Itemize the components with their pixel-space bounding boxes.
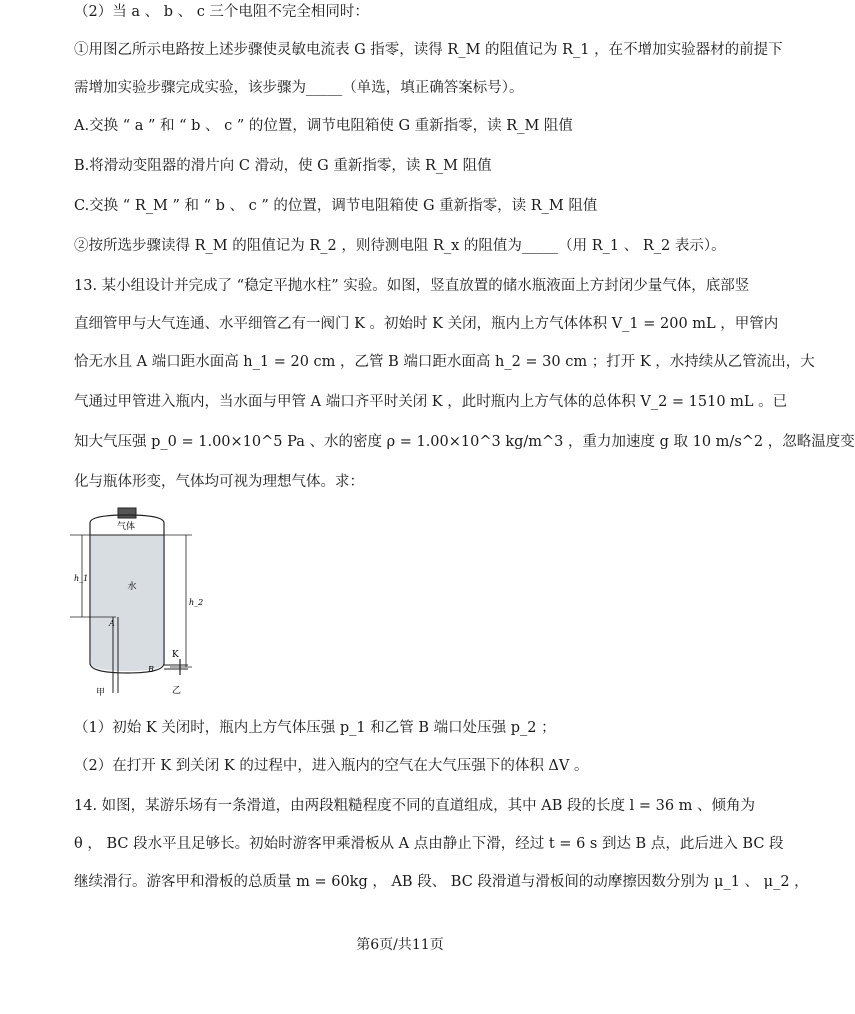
text-line: 13. 某小组设计并完成了 “稳定平抛水柱” 实验。如图，竖直放置的储水瓶液面上方封闭少量气体，底部竖 [74, 278, 750, 294]
text-line: ②按所选步骤读得 R_M 的阻值记为 R_2 ，则待测电阻 R_x 的阻值为_____（用 R_1 、 R_2 表示）。 [74, 238, 726, 254]
text-line: 直细管甲与大气连通、水平细管乙有一阀门 K 。初始时 K 关闭，瓶内上方气体体积 V_1 = 200 mL ，甲管内 [74, 316, 779, 332]
text-line: ①用图乙所示电路按上述步骤使灵敏电流表 G 指零，读得 R_M 的阻值记为 R_1 ，在不增加实验器材的前提下 [74, 42, 783, 58]
water-bottle-figure [60, 505, 204, 700]
text-line: 气通过甲管进入瓶内，当水面与甲管 A 端口齐平时关闭 K ，此时瓶内上方气体的总体积 V_2 = 1510 mL 。已 [74, 394, 788, 410]
text-line: 继续滑行。游客甲和滑板的总质量 m = 60kg ， AB 段、 BC 段滑道与滑板间的动摩擦因数分别为 μ_1 、 μ_2 ， [74, 874, 809, 890]
page-footer: 第6页/共11页 [356, 937, 444, 953]
text-line: 14. 如图，某游乐场有一条滑道，由两段粗糙程度不同的直道组成，其中 AB 段的长度 l = 36 m 、倾角为 [74, 798, 756, 814]
label-jia: 甲 [96, 688, 106, 698]
label-h2: h_2 [189, 598, 204, 607]
label-gas: 气体 [116, 522, 136, 532]
label-h1: h_1 [74, 574, 89, 583]
water-body [91, 535, 163, 671]
label-k: K [172, 650, 179, 660]
label-b: B [148, 665, 154, 674]
text-line: 需增加实验步骤完成实验，该步骤为_____（单选，填正确答案标号）。 [74, 80, 524, 96]
text-line: A.交换 “ a ” 和 “ b 、 c ” 的位置，调节电阻箱使 G 重新指零，读 R_M 阻值 [74, 118, 573, 134]
text-line: 恰无水且 A 端口距水面高 h_1 = 20 cm ，乙管 B 端口距水面高 h_2 = 30 cm ；打开 K ，水持续从乙管流出，大 [74, 354, 815, 370]
text-line: B.将滑动变阻器的滑片向 C 滑动，使 G 重新指零，读 R_M 阻值 [74, 158, 492, 174]
label-yi: 乙 [172, 686, 182, 696]
text-line: C.交换 “ R_M ” 和 “ b 、 c ” 的位置，调节电阻箱使 G 重新指零，读 R_M 阻值 [74, 198, 598, 214]
text-line: θ ， BC 段水平且足够长。初始时游客甲乘滑板从 A 点由静止下滑，经过 t = 6 s 到达 B 点，此后进入 BC 段 [74, 836, 784, 852]
text-line: （1）初始 K 关闭时，瓶内上方气体压强 p_1 和乙管 B 端口处压强 p_2 ； [74, 720, 556, 736]
text-line: 化与瓶体形变，气体均可视为理想气体。求： [74, 474, 364, 490]
label-water: 水 [127, 582, 137, 592]
text-line: （2）在打开 K 到关闭 K 的过程中，进入瓶内的空气在大气压强下的体积 ΔV 。 [74, 758, 589, 774]
bottle-cap [118, 508, 136, 518]
text-line: （2）当 a 、 b 、 c 三个电阻不完全相同时： [74, 4, 369, 20]
label-a: A [109, 619, 115, 628]
text-line: 知大气压强 p_0 = 1.00×10^5 Pa 、水的密度 ρ = 1.00×10^3 kg/m^3 ，重力加速度 g 取 10 m/s^2 ，忽略温度变 [74, 434, 855, 450]
